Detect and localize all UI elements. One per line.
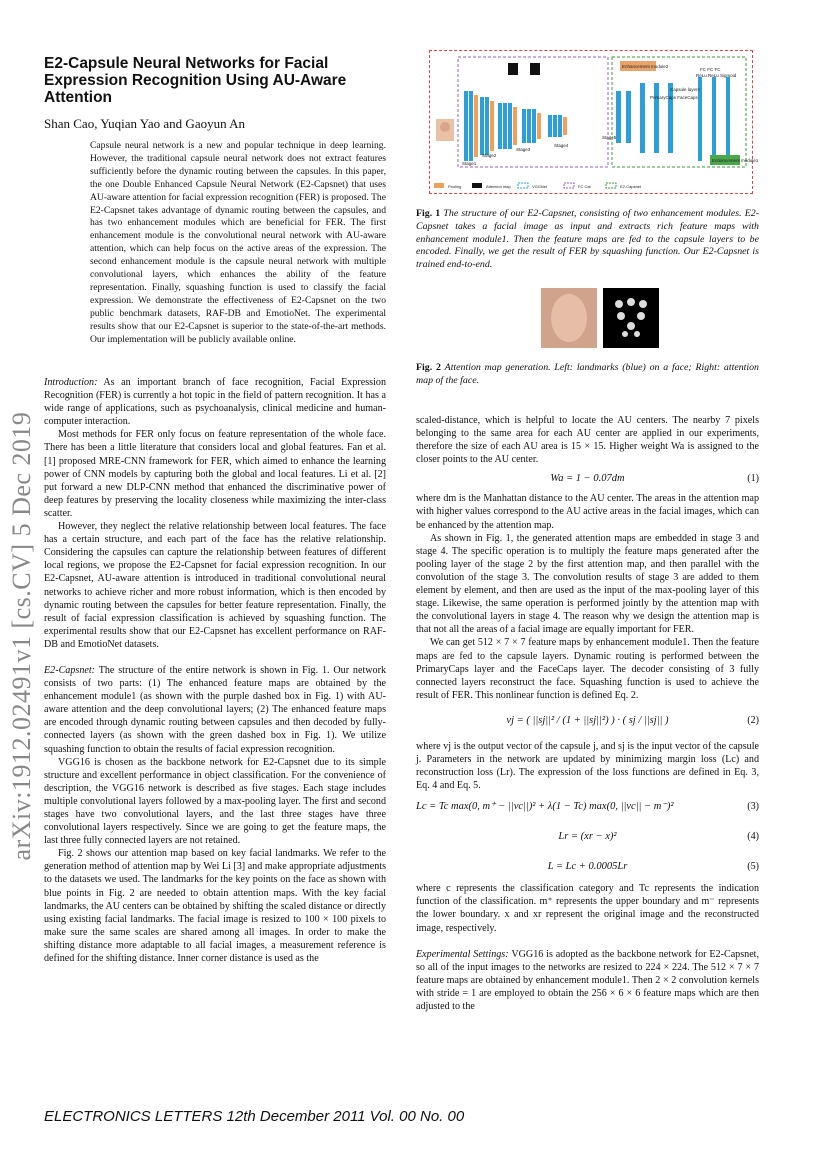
- stage2-label: Stage2: [482, 153, 497, 158]
- enh2-label: Enhancement module2: [622, 64, 669, 69]
- attention-map-1: [508, 63, 518, 75]
- attention-map-2: [530, 63, 540, 75]
- right-paragraph-2: where dm is the Manhattan distance to the AU center. The areas in the attention map with higher values correspond to the AU active areas in the facial images, which can be enhanced by the attention map.: [416, 493, 759, 531]
- right-paragraph-1: scaled-distance, which is helpful to locate the AU centers. The nearby 7 pixels belonging to the same area for each AU center are applied in our experiments, therefore the size of each AU area is 15 × 15. Higher weight Wa is assigned to the closer points to the AU center.: [416, 415, 759, 466]
- figure-1-diagram: [429, 50, 759, 194]
- equation-5: L = Lc + 0.0005Lr (5): [547, 861, 759, 873]
- equation-2: vj = ( ||sj||² / (1 + ||sj||²) ) · ( sj / ||sj|| ) (2): [506, 714, 759, 726]
- enh1-label: Enhancement module1: [712, 158, 759, 163]
- legend-vgg: VGGNet: [532, 184, 548, 189]
- legend-e2: E2-Capsnet: [620, 184, 642, 189]
- intro-paragraph-2: Most methods for FER only focus on feature representation of the whole face. There has been a little literature that considers local and global features. Fan et al. [1] proposed MRE-CNN framework for FER, which aimed to enhance the learning power of CNN models by capturing both the global and local features. Li et al. [2] put forward a new DLP-CNN method that enhanced the discriminative power of deep features by preserving the locality closeness while maximizing the inter-class scatter.: [44, 429, 386, 519]
- figure-1-label: Fig. 1: [416, 208, 441, 219]
- equation-4: Lr = (xr − x)² (4): [558, 831, 759, 843]
- equation-1: Wa = 1 − 0.07dm (1): [550, 473, 759, 485]
- stage5-label: Stage5: [602, 135, 617, 140]
- intro-paragraph-1: As an important branch of face recognition, Facial Expression Recognition (FER) is currently a hot topic in the field of pattern recognition. It has a wide range of applications, such as psychoanalysis, clinical medicine and human-computer interaction.: [44, 377, 386, 428]
- legend-pooling: Pooling: [448, 184, 462, 189]
- primary-face-label: PrimaryCaps FaceCaps: [650, 95, 698, 100]
- right-paragraph-5: where vj is the output vector of the capsule j, and sj is the input vector of the capsule j. Parameters in the network are updated by minimizing margin loss (Lc) and reconstruction loss (Lr). The expression of the loss functions are defined in Eq. 3, Eq. 4 and Eq. 5.: [416, 740, 759, 792]
- network-diagram: [430, 51, 759, 193]
- arxiv-stamp: arXiv:1912.02491v1 [cs.CV] 5 Dec 2019: [7, 411, 36, 861]
- right-paragraph-3: As shown in Fig. 1, the generated attention maps are embedded in stage 3 and stage 4. The specific operation is to multiply the feature maps generated after the pooling layer of the stage 2 by the first attention map, and then parallel with the convolution of the stage 3. The convolution results of stage 3 are added to them element by element, and then are used as the input of the max-pooling layer of this stage. Likewise, the same operation is performed jointly by the attention map with the convolutional layers in stage 4. The reason why we design the attention map is that not all the areas of a facial image are equally important for FER.: [416, 532, 759, 636]
- equation-3: Lc = Tc max(0, m⁺ − ||vc||)² + λ(1 − Tc) max(0, ||vc|| − m⁻)² (3): [416, 801, 759, 813]
- capsule-layers-label: Capsule layers: [670, 87, 700, 92]
- experimental-label: Experimental Settings:: [416, 948, 509, 960]
- paper-authors: Shan Cao, Yuqian Yao and Gaoyun An: [44, 116, 246, 131]
- figure-2-caption: [416, 362, 759, 388]
- attention-map-image: [603, 288, 659, 348]
- intro-paragraph-3: However, they neglect the relative relationship between local features. The face has a certain structure, and each part of the face has the relative relationship. Considering the capsules can capture the relationship between features of different local regions, we propose the E2-Capsnet for facial expression recognition. In our E2-Capsnet, AU-aware attention is introduced in traditional convolutional neural networks to achieve richer and more robust information, which is then encoded by dynamic routing between the capsules for better feature representation. Finally, the result of facial expression classification is achieved by squashing function. The experimental results show that our E2-Capsnet has excellent performance on RAF-DB and EmotioNet datasets.: [44, 521, 386, 650]
- right-column: [416, 414, 759, 1013]
- capsnet-paragraph-2: VGG16 is chosen as the backbone network for E2-Capsnet due to its simple structure and excellent performance in object classification. For the convenience of description, the VGG16 network is described as five stages. Each stage includes multiple convolutional layers followed by a max-pooling layer. The first and second stages have two convolutional layers, and the last three stages have three convolutional layers respectively. Since we are going to get the feature maps, the last three fully connected layers are not retained.: [44, 756, 386, 847]
- abstract: Capsule neural network is a new and popular technique in deep learning. However, the traditional capsule neural network does not extract features sufficiently before the dynamic routing between the capsules. In this paper, the one Double Enhanced Capsule Neural Network (E2-Capsnet) that uses AU-aware attention for facial expression recognition (FER) is proposed. The E2-Capsnet takes advantage of dynamic routing between the capsules, and has two enhancement modules which are beneficial for FER. The first enhancement module is the convolutional neural network with AU-aware attention, which can help focus on the active areas of the expression. The second enhancement module is the capsule neural network with multiple convolutional layers, which enhances the ability of the feature representation. Finally, squashing function is used to classify the facial expression. We demonstrate the effectiveness of E2-Capsnet on the two public benchmark datasets, RAF-DB and EmotioNet. The experimental results show that our E2-Capsnet is superior to the state-of-the-art methods. Our implementation will be publicly available online.: [90, 140, 386, 345]
- figure-2-label: Fig. 2: [416, 362, 441, 373]
- fc-label: FC FC FC: [700, 67, 721, 72]
- figure-1-caption: [416, 208, 759, 272]
- legend-attention: Attention map: [486, 184, 511, 189]
- intro-label: Introduction:: [44, 377, 98, 388]
- capsnet-paragraph-1: The structure of the entire network is shown in Fig. 1. Our network consists of two parts: (1) The enhanced feature maps are obtained by the enhancement module1 (as shown with the purple dashed box in Fig. 1) with AU-aware attention and the deep convolutional layers; (2) The enhanced feature maps are encoded through dynamic routing between capsules and then decoded by fully-connected layers (as shown with the green dashed box in Fig. 1). We utilize squashing function to obtain the results of facial expression recognition.: [44, 664, 386, 755]
- paper-title: E2-Capsule Neural Networks for Facial Expression Recognition Using AU-Aware Attention: [44, 55, 347, 106]
- figure-2-caption-text: Attention map generation. Left: landmarks (blue) on a face; Right: attention map of the face.: [416, 362, 759, 386]
- left-column: [44, 376, 386, 965]
- right-paragraph-6: where c represents the classification category and Tc represents the indication function of the classification. m⁺ represents the upper boundary and m⁻ represents the lower boundary. x and xr represent the original image and the reconstructed image, respectively.: [416, 883, 759, 934]
- figure-2-images: [541, 288, 661, 348]
- fc-sub-label: ReLu ReLu Sigmoid: [696, 73, 737, 78]
- page-footer: ELECTRONICS LETTERS 12th December 2011 Vol. 00 No. 00: [44, 1108, 465, 1125]
- figure-1-caption-text: The structure of our E2-Capsnet, consisting of two enhancement modules. E2-Capsnet takes a facial image as input and extracts rich feature maps with enhancement module1. Then the feature maps are fed to the capsule layers to be encoded. Finally, we get the result of FER by squashing function. Our E2-Capsnet is trained end-to-end.: [416, 208, 759, 271]
- right-paragraph-4: We can get 512 × 7 × 7 feature maps by enhancement module1. Then the feature maps are fed to the capsule layers. Dynamic routing is performed between the PrimaryCaps layer and the FaceCaps layer. The decoder consisting of 3 fully connected layers reconstruct the face. Squashing function is used to achieve the result of FER. This nonlinear function is defined Eq. 2.: [416, 637, 759, 701]
- stage1-label: Stage1: [462, 161, 477, 166]
- figure-1-legend: [434, 183, 642, 189]
- stage4-label: Stage4: [554, 143, 569, 148]
- capsnet-paragraph-3: Fig. 2 shows our attention map based on key facial landmarks. We refer to the generation method of attention map by Wei Li [3] and make appropriate adjustments to the datasets we used. The landmarks for the key points on the face as shown with blue points in Fig. 2 are needed to obtain attention maps. With the key facial landmarks, the AU centers can be obtained by shifting the scaled distance or directly using existing facial landmarks. The facial image is resized to 100 × 100 pixels to make sure the same scales are shared among all images. In order to make the shifting distance more adaptable to all facial images, a measurement reference is defined for the shifting distance. Inner corner distance is used as the: [44, 848, 386, 965]
- stage3-label: Stage3: [516, 147, 531, 152]
- legend-fc: FC Cat: [578, 184, 591, 189]
- right-paragraph-7: VGG16 is adopted as the backbone network for E2-Capsnet, so all of the input images to the networks are resized to 224 × 224. The 512 × 7 × 7 feature maps are obtained by enhancement module1. Then 2 × 2 convolution kernels with stride = 1 are employed to obtain the 256 × 6 × 6 feature maps which are then adjusted to the: [416, 948, 760, 1012]
- capsnet-label: E2-Capsnet:: [44, 664, 96, 676]
